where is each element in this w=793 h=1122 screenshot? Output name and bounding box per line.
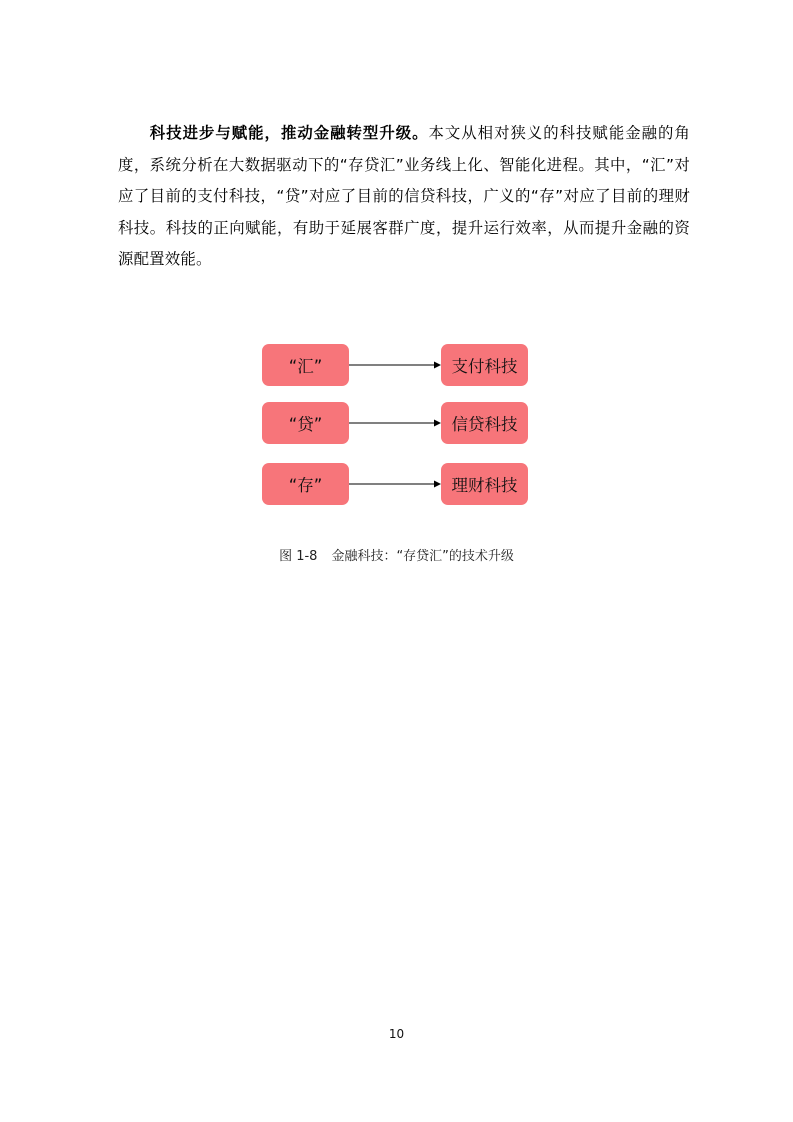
node-cun: “存” — [262, 463, 349, 505]
arrow-cun-to-wealth — [349, 479, 441, 489]
node-wealth-tech: 理财科技 — [441, 463, 528, 505]
page-number: 10 — [388, 1027, 405, 1041]
node-dai: “贷” — [262, 402, 349, 444]
paragraph-body-text: 本文从相对狭义的科技赋能金融的角度，系统分析在大数据驱动下的“存贷汇”业务线上化、智能化进程。其中，“汇”对应了目前的支付科技，“贷”对应了目前的信贷科技，广义的“存”对应了目前的理财科技。科技的正向赋能，有助于延展客群广度，提升运行效率，从而提升金融的资源配置效能。 — [118, 124, 690, 268]
node-credit-tech: 信贷科技 — [441, 402, 528, 444]
arrow-hui-to-payment — [349, 360, 441, 370]
node-payment-tech: 支付科技 — [441, 344, 528, 386]
arrow-dai-to-credit — [349, 418, 441, 428]
figure-caption — [0, 545, 793, 564]
figure-caption-text: 金融科技：“存贷汇”的技术升级 — [331, 549, 514, 564]
figure-number: 图 1-8 — [279, 549, 318, 564]
body-paragraph — [118, 118, 690, 276]
node-hui: “汇” — [262, 344, 349, 386]
paragraph-lead-bold: 科技进步与赋能，推动金融转型升级。 — [149, 124, 429, 142]
